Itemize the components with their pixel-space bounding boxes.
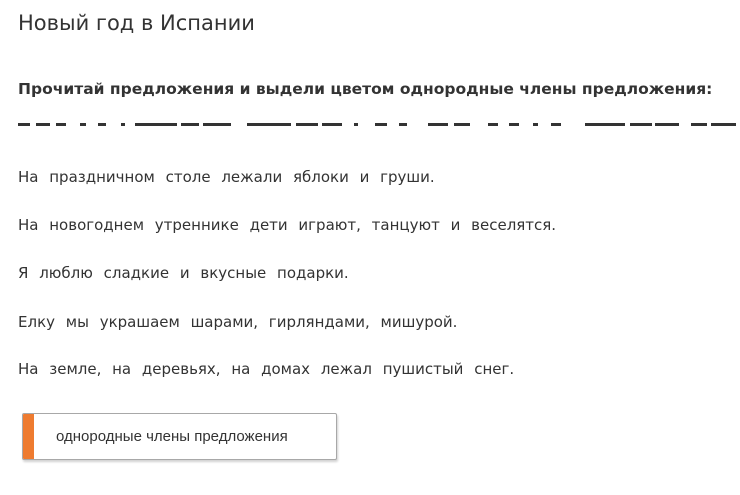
sentence-5[interactable]: На земле, на деревьях, на домах лежал пушистый снег. <box>18 360 515 378</box>
sentence-3[interactable]: Я люблю сладкие и вкусные подарки. <box>18 264 349 282</box>
homogeneous-members-marker-button[interactable] <box>22 413 337 460</box>
sentence-2[interactable]: На новогоднем утреннике дети играют, танцуют и веселятся. <box>18 216 557 234</box>
page-title: Новый год в Испании <box>18 11 255 35</box>
marker-color-swatch <box>23 414 34 459</box>
sentence-1[interactable]: На праздничном столе лежали яблоки и груши. <box>18 168 435 186</box>
task-instruction: Прочитай предложения и выдели цветом однородные члены предложения: <box>18 80 713 98</box>
decorative-dash-divider <box>18 123 736 129</box>
sentence-4[interactable]: Елку мы украшаем шарами, гирляндами, мишурой. <box>18 313 458 331</box>
marker-button-label: однородные члены предложения <box>56 428 288 445</box>
